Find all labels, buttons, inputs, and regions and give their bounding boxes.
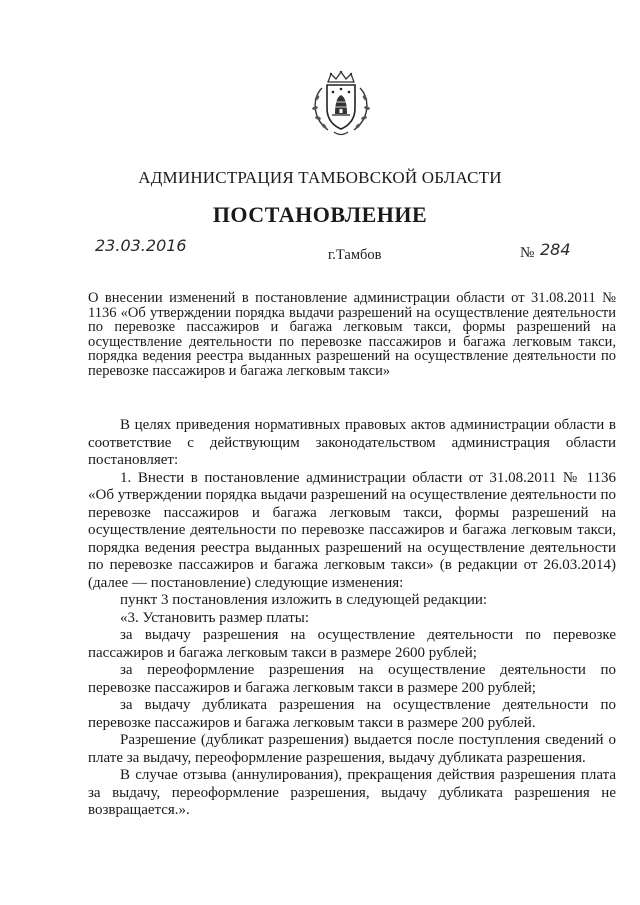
item-1-paragraph: 1. Внести в постановление администрации области от 31.08.2011 № 1136 «Об утверждении порядка выдачи разрешений на осуществление деятельности по перевозке пассажиров и багажа легковым такси, формы разрешений на осуществление деятельности по перевозке пассажиров и багажа легковым такси, порядка ведения реестра выданных разрешений на осуществление деятельности по перевозке пассажиров и багажа легковым такси» (в редакции от 26.03.2014) (далее — постановление) следующие изменения: xyxy=(88,469,616,591)
organization-name: АДМИНИСТРАЦИЯ ТАМБОВСКОЙ ОБЛАСТИ xyxy=(138,168,502,187)
amendment-intro-paragraph: пункт 3 постановления изложить в следующей редакции: xyxy=(120,592,488,608)
document-date: 23.03.2016 xyxy=(95,236,187,255)
coat-of-arms-emblem xyxy=(298,68,384,140)
fee-issuance-paragraph: за выдачу разрешения на осуществление деятельности по перевозке пассажиров и багажа легковым такси в размере 2600 рублей; xyxy=(88,627,616,661)
document-body xyxy=(88,417,616,820)
non-refund-paragraph: В случае отзыва (аннулирования), прекращения действия разрешения плата за выдачу, переоформление разрешения, выдачу дубликата разрешения не возвращается.». xyxy=(88,767,616,818)
document-city: г.Тамбов xyxy=(328,247,382,263)
issuance-condition-paragraph: Разрешение (дубликат разрешения) выдается после поступления сведений о плате за выдачу, переоформление разрешения, выдачу дубликата разрешения. xyxy=(88,732,616,766)
preamble-paragraph: В целях приведения нормативных правовых актов администрации области в соответствие с действующим законодательством администрация области постановляет: xyxy=(88,417,616,468)
document-title: О внесении изменений в постановление администрации области от 31.08.2011 № 1136 «Об утверждении порядка выдачи разрешений на осуществление деятельности по перевозке пассажиров и багажа легковым такси, формы разрешений на осуществление деятельности по перевозке пассажиров и багажа легковым такси, порядка ведения реестра выданных разрешений на осуществление деятельности по перевозке пассажиров и багажа легковым такси» xyxy=(88,290,616,379)
number-sign: № xyxy=(520,245,535,261)
fee-duplicate-paragraph: за выдачу дубликата разрешения на осуществление деятельности по перевозке пассажиров и багажа легковым такси в размере 200 рублей. xyxy=(88,697,616,731)
document-number: 284 xyxy=(540,240,571,259)
fee-reissue-paragraph: за переоформление разрешения на осуществление деятельности по перевозке пассажиров и багажа легковым такси в размере 200 рублей; xyxy=(88,662,616,696)
document-type-heading: ПОСТАНОВЛЕНИЕ xyxy=(212,202,428,227)
clause-3-heading: «3. Установить размер платы: xyxy=(120,609,310,626)
